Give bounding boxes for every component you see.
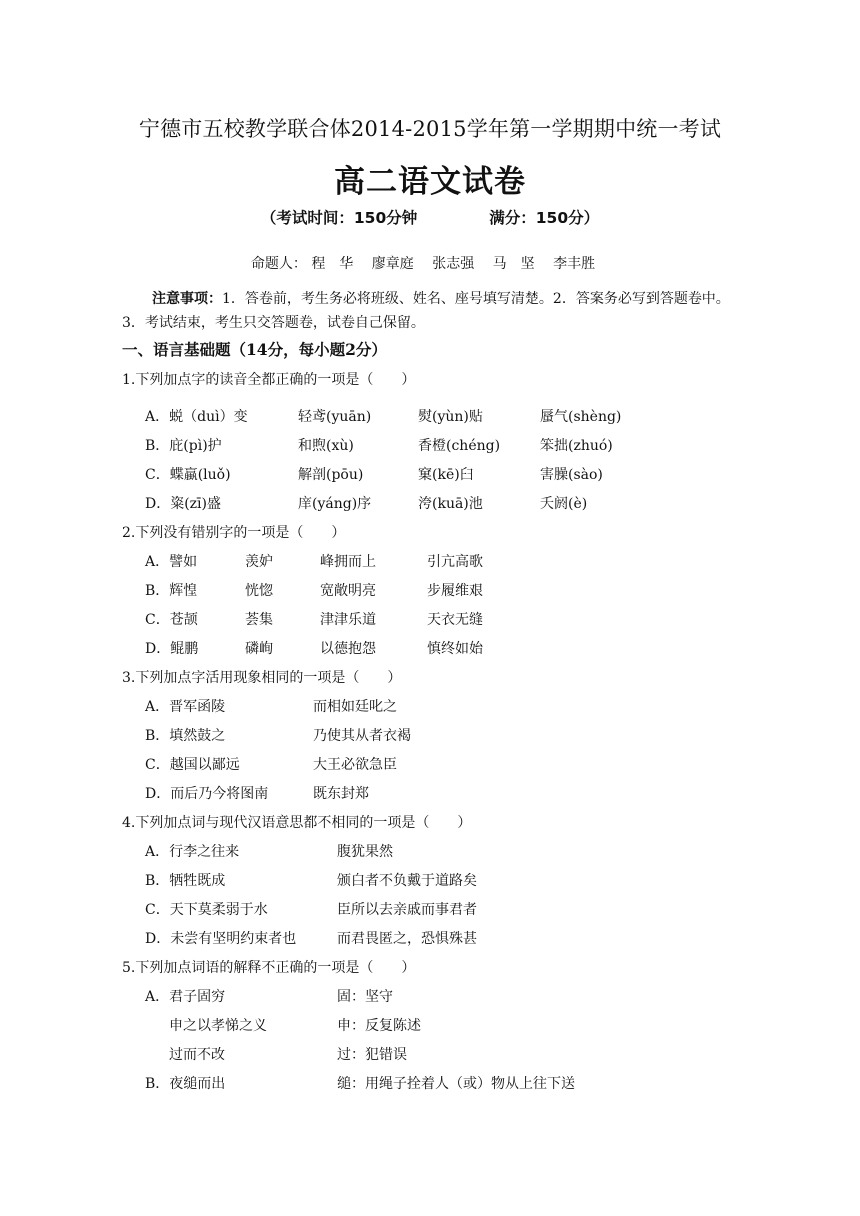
option-cell: 腹犹果然 [337,844,393,860]
question-stem: 3.下列加点字活用现象相同的一项是（ ） [122,670,402,686]
page-title: 高二语文试卷 [334,164,526,200]
question-stem: 2.下列没有错别字的一项是（ ） [122,525,346,541]
option-cell: 申：反复陈述 [337,1018,421,1034]
option-cell: 津津乐道 [320,612,376,628]
author-name: 廖章庭 [371,256,414,272]
author-name: 程 华 [311,256,354,272]
notice-paragraph [122,287,748,335]
option-cell: B．辉惶 [145,583,198,599]
option-cell: 步履维艰 [427,583,483,599]
question-stem: 5.下列加点词语的解释不正确的一项是（ ） [122,960,416,976]
question-stem: 1.下列加点字的读音全都正确的一项是（ ） [122,372,416,388]
option-cell: 羡妒 [245,554,273,570]
author-name: 李丰胜 [553,256,596,272]
option-cell: 臣所以去亲戚而事君者 [337,902,477,918]
option-cell: 磷峋 [245,641,273,657]
option-cell: 颁白者不负戴于道路矣 [337,873,477,889]
option-cell: C．蝶蠃(luǒ) [145,467,231,483]
exam-supertitle: 宁德市五校教学联合体2014-2015学年第一学期期中统一考试 [138,117,722,141]
option-cell: C．苍颉 [145,612,198,628]
option-cell: 洿(kuā)池 [418,496,483,512]
option-cell: 宽敞明亮 [320,583,376,599]
option-cell: 熨(yùn)贴 [418,409,483,425]
option-cell: B．庇(pì)护 [145,438,222,454]
notice-label: 注意事项： [152,291,222,307]
option-cell: 缒：用绳子拴着人（或）物从上往下送 [337,1076,575,1092]
author-name: 马 坚 [492,256,535,272]
option-cell: 荟集 [245,612,273,628]
option-cell: 引亢高歌 [427,554,483,570]
option-cell: 窠(kē)臼 [418,467,474,483]
option-cell: D．未尝有坚明约束者也 [145,931,297,947]
option-cell: 乃使其从者衣褐 [313,728,411,744]
option-cell: D．而后乃今将图南 [145,786,269,802]
option-cell: 夭阏(è) [540,496,588,512]
option-cell: 以德抱怨 [320,641,376,657]
option-cell: 天衣无缝 [427,612,483,628]
option-cell: 庠(yáng)序 [298,496,372,512]
option-cell: C．越国以鄙远 [145,757,240,773]
option-cell: B．夜缒而出 [145,1076,226,1092]
option-cell: 大王必欲急臣 [313,757,397,773]
option-cell: A．譬如 [145,554,198,570]
question-stem: 4.下列加点词与现代汉语意思都不相同的一项是（ ） [122,815,472,831]
option-cell: C．天下莫柔弱于水 [145,902,268,918]
option-cell: 固：坚守 [337,989,393,1005]
option-cell: 害臊(sào) [540,467,603,483]
option-cell: D．鲲鹏 [145,641,199,657]
option-cell: 解剖(pōu) [298,467,364,483]
option-cell: 而相如廷叱之 [313,699,397,715]
option-cell: A．行李之往来 [145,844,240,860]
option-cell: A．君子固穷 [145,989,226,1005]
option-cell: 和煦(xù) [298,438,354,454]
option-cell: A．晋军函陵 [145,699,226,715]
option-cell: 过而不改 [169,1047,225,1063]
option-cell: 申之以孝悌之义 [169,1018,267,1034]
option-cell: 轻鸢(yuān) [298,409,372,425]
notice-text: 1．答卷前，考生务必将班级、姓名、座号填写清楚。2．答案务必写到答题卷中。3．考试结束，考生只交答题卷，试卷自己保留。 [122,291,730,331]
option-cell: B．填然鼓之 [145,728,226,744]
exam-info [0,206,860,228]
option-cell: A．蜕（duì）变 [145,409,248,425]
full-score: 满分：150分） [489,209,600,227]
option-cell: 而君畏匿之，恐惧殊甚 [337,931,477,947]
option-cell: 恍惚 [245,583,273,599]
author-name: 张志强 [432,256,475,272]
option-cell: B．牺牲既成 [145,873,226,889]
option-cell: 香橙(chéng) [418,438,501,454]
authors-line [0,253,860,273]
option-cell: 峰拥而上 [320,554,376,570]
option-cell: 过：犯错误 [337,1047,407,1063]
section-heading: 一、语言基础题（14分，每小题2分） [122,340,387,359]
option-cell: 慎终如始 [427,641,483,657]
option-cell: D．粢(zī)盛 [145,496,222,512]
authors-label: 命题人： [250,256,307,272]
option-cell: 既东封郑 [313,786,369,802]
option-cell: 蜃气(shèng) [540,409,622,425]
option-cell: 笨拙(zhuó) [540,438,613,454]
exam-time: （考试时间：150分钟 [260,209,418,227]
